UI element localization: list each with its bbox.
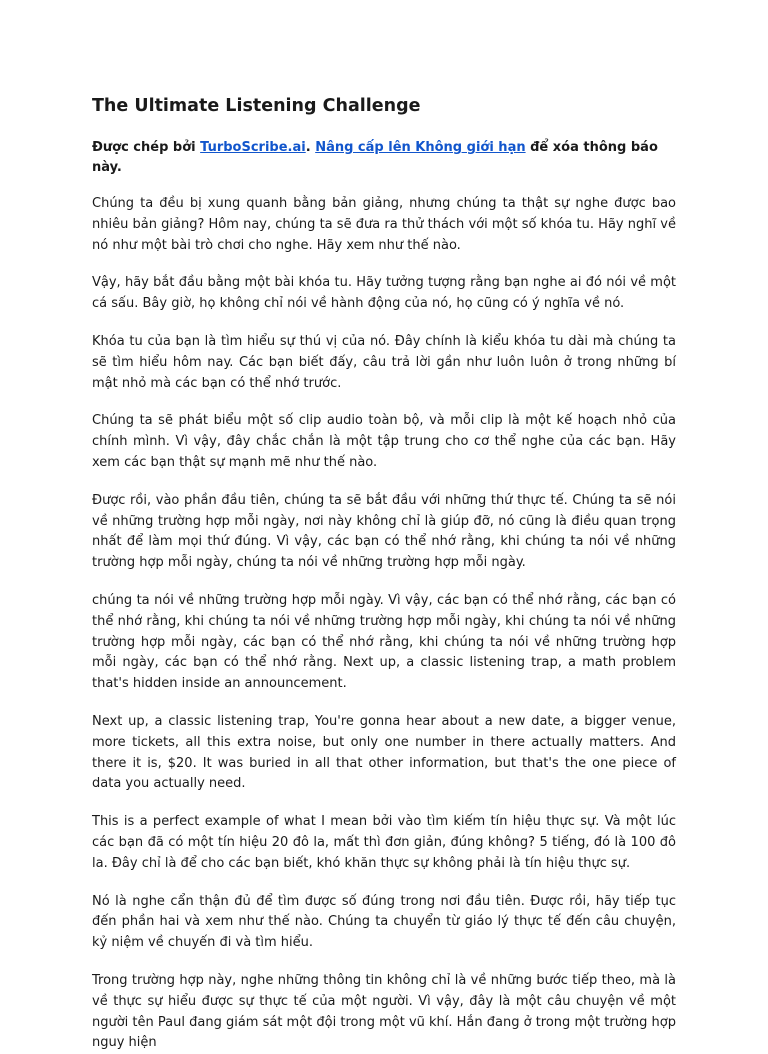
paragraph: Nó là nghe cẩn thận đủ để tìm được số đúng trong nơi đầu tiên. Được rồi, hãy tiếp tục đến phần hai và xem như thế nào. Chúng ta chuyển từ giáo lý thực tế đến câu chuyện, kỷ niệm về chuyến đi và tìm hiểu. xyxy=(92,893,676,951)
upgrade-link[interactable]: Nâng cấp lên Không giới hạn xyxy=(315,140,526,155)
paragraph: Khóa tu của bạn là tìm hiểu sự thú vị của nó. Đây chính là kiểu khóa tu dài mà chúng ta sẽ tìm hiểu hôm nay. Các bạn biết đấy, câu trả lời gần như luôn luôn ở trong những bí mật nhỏ mà các bạn có thể nhớ trước. xyxy=(92,333,676,391)
transcription-notice xyxy=(92,138,676,178)
notice-suffix: để xóa thông báo này. xyxy=(92,140,658,175)
paragraph: Trong trường hợp này, nghe những thông tin không chỉ là về những bước tiếp theo, mà là về thực sự hiểu được sự thực tế của một người. Vì vậy, đây là một câu chuyện về một người tên Paul đang giám sát một đội trong một vũ khí. Hắn đang ở trong một trường hợp nguy hiện xyxy=(92,972,676,1051)
notice-prefix: Được chép bởi xyxy=(92,140,201,155)
paragraph: Được rồi, vào phần đầu tiên, chúng ta sẽ bắt đầu với những thứ thực tế. Chúng ta sẽ nói về những trường hợp mỗi ngày, nơi này không chỉ là giúp đỡ, nó cũng là điều quan trọng nhất để làm mọi thứ đúng. Vì vậy, các bạn có thể nhớ rằng, khi chúng ta nói về những trường hợp mỗi ngày, chúng ta nói về những trường hợp mỗi ngày. xyxy=(92,492,676,571)
paragraph: chúng ta nói về những trường hợp mỗi ngày. Vì vậy, các bạn có thể nhớ rằng, các bạn có thể nhớ rằng, khi chúng ta nói về những trường hợp mỗi ngày, khi chúng ta nói về những trường hợp mỗi ngày, các bạn có thể nhớ rằng, khi chúng ta nói về những trường hợp mỗi ngày, các bạn có thể nhớ rằng. Next up, a classic listening trap, a math problem that's hidden inside an announcement. xyxy=(92,592,676,692)
paragraph: Vậy, hãy bắt đầu bằng một bài khóa tu. Hãy tưởng tượng rằng bạn nghe ai đó nói về một cá sấu. Bây giờ, họ không chỉ nói về hành động của nó, họ cũng có ý nghĩa về nó. xyxy=(92,275,676,312)
paragraph: Next up, a classic listening trap, You're gonna hear about a new date, a bigger venue, more tickets, all this extra noise, but only one number in there actually matters. And there it is, $20. It was buried in all that other information, but that's the one piece of data you actually need. xyxy=(92,713,676,792)
paragraph: This is a perfect example of what I mean bởi vào tìm kiếm tín hiệu thực sự. Và một lúc các bạn đã có một tín hiệu 20 đô la, mất thì đơn giản, đúng không? 5 tiếng, đó là 100 đô la. Đây chỉ là để cho các bạn biết, khó khăn thực sự không phải là tín hiệu thực sự. xyxy=(92,814,676,871)
turboscribe-link[interactable]: TurboScribe.ai xyxy=(200,140,306,155)
paragraph: Chúng ta sẽ phát biểu một số clip audio toàn bộ, và mỗi clip là một kế hoạch nhỏ của chính mình. Vì vậy, đây chắc chắn là một tập trung cho cơ thể nghe của các bạn. Hãy xem các bạn thật sự mạnh mẽ như thế nào. xyxy=(92,413,676,470)
notice-separator: . xyxy=(305,140,316,155)
document-title: The Ultimate Listening Challenge xyxy=(92,96,421,116)
paragraph: Chúng ta đều bị xung quanh bằng bản giảng, nhưng chúng ta thật sự nghe được bao nhiêu bản giảng? Hôm nay, chúng ta sẽ đưa ra thử thách với một số khóa tu. Hãy nghĩ về nó như một bài trò chơi cho nghe. Hãy xem như thế nào. xyxy=(92,196,676,253)
